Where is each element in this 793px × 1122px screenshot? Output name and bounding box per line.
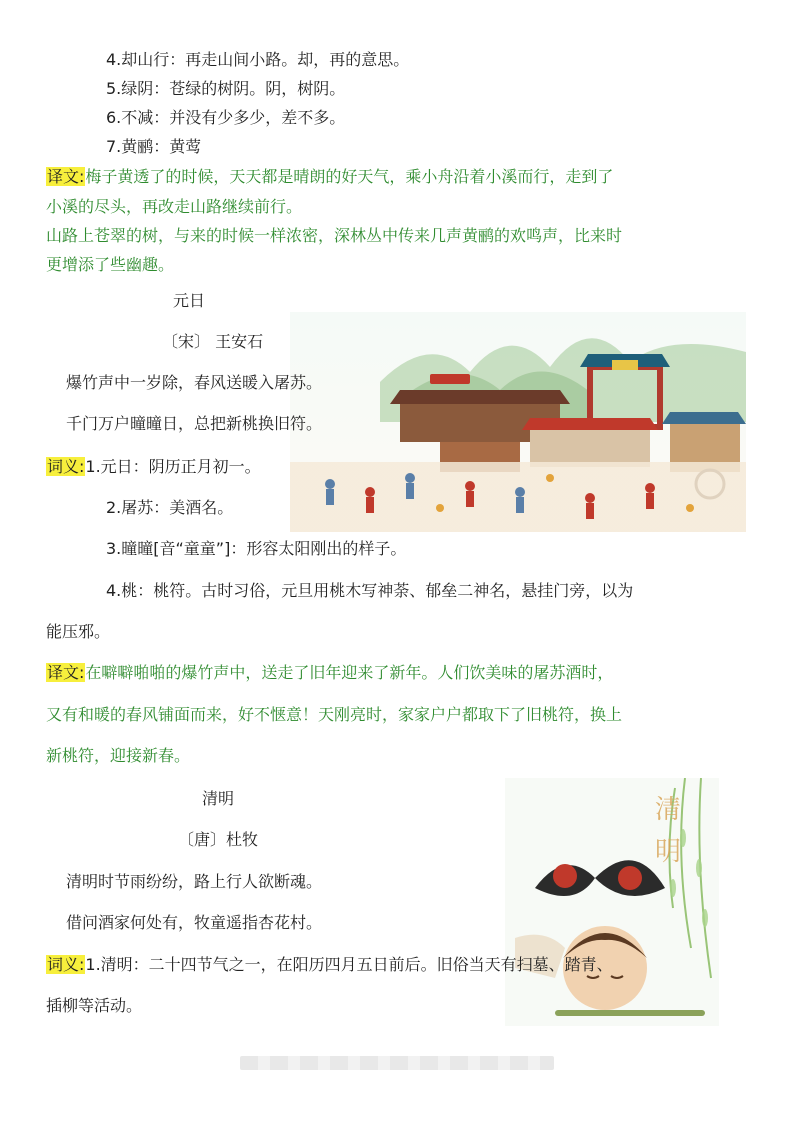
translation-label: 译文: xyxy=(47,167,85,186)
translation-1-line-3: 山路上苍翠的树，与来的时候一样浓密，深林丛中传来几声黄鹂的欢鸣声，比来时 xyxy=(46,226,623,245)
poem-2-gloss-1: 词义:1.清明：二十四节气之一，在阳历四月五日前后。旧俗当天有扫墓、踏青、 xyxy=(47,955,613,974)
poem-1-gloss-3: 3.曈曈[音“童童”]：形容太阳刚出的样子。 xyxy=(106,539,407,558)
poem-2-author: 〔唐〕杜牧 xyxy=(178,830,259,849)
poem-1-translation-line-1: 译文:在噼噼啪啪的爆竹声中，送走了旧年迎来了新年。人们饮美味的屠苏酒时， xyxy=(47,663,614,682)
poem-1-verse-2: 千门万户曈曈日，总把新桃换旧符。 xyxy=(66,414,323,433)
note-6: 6.不减：并没有少多少，差不多。 xyxy=(106,108,346,127)
poem-2-verse-1: 清明时节雨纷纷，路上行人欲断魂。 xyxy=(66,872,323,891)
svg-text:清: 清 xyxy=(655,795,682,825)
translation-label: 译文: xyxy=(47,663,85,682)
note-4: 4.却山行：再走山间小路。却，再的意思。 xyxy=(106,50,410,69)
qingming-boy-illustration xyxy=(505,778,719,1026)
svg-text:明: 明 xyxy=(655,837,682,867)
poem-2-title: 清明 xyxy=(202,789,235,808)
translation-1-line-1: 译文:梅子黄透了的时候，天天都是晴朗的好天气，乘小舟沿着小溪而行，走到了 xyxy=(47,167,614,186)
gloss-label: 词义: xyxy=(47,457,85,476)
poem-1-gloss-1: 词义:1.元日：阴历正月初一。 xyxy=(47,457,261,476)
translation-1-line-4: 更增添了些幽趣。 xyxy=(46,255,175,274)
poem-1-gloss-4-cont: 能压邪。 xyxy=(46,622,111,641)
poem-2-verse-2: 借问酒家何处有，牧童遥指杏花村。 xyxy=(66,913,323,932)
poem-1-gloss-4: 4.桃：桃符。古时习俗，元旦用桃木写神荼、郁垒二神名，悬挂门旁，以为 xyxy=(106,581,634,600)
poem-1-author: 〔宋〕 王安石 xyxy=(162,332,264,351)
new-year-market-illustration xyxy=(290,312,746,532)
note-7: 7.黄鹂：黄莺 xyxy=(106,137,202,156)
translation-1-line-2: 小溪的尽头，再改走山路继续前行。 xyxy=(46,197,303,216)
gloss-label: 词义: xyxy=(47,955,85,974)
poem-1-title: 元日 xyxy=(173,291,206,310)
poem-1-translation-line-3: 新桃符，迎接新春。 xyxy=(46,746,191,765)
poem-2-gloss-1-cont: 插柳等活动。 xyxy=(46,996,143,1015)
note-5: 5.绿阴：苍绿的树阴。阴，树阴。 xyxy=(106,79,346,98)
poem-1-gloss-2: 2.屠苏：美酒名。 xyxy=(106,498,234,517)
poem-1-verse-1: 爆竹声中一岁除，春风送暖入屠苏。 xyxy=(66,373,323,392)
poem-1-translation-line-2: 又有和暖的春风铺面而来，好不惬意！天刚亮时，家家户户都取下了旧桃符，换上 xyxy=(46,705,623,724)
blurred-footer xyxy=(240,1056,554,1070)
